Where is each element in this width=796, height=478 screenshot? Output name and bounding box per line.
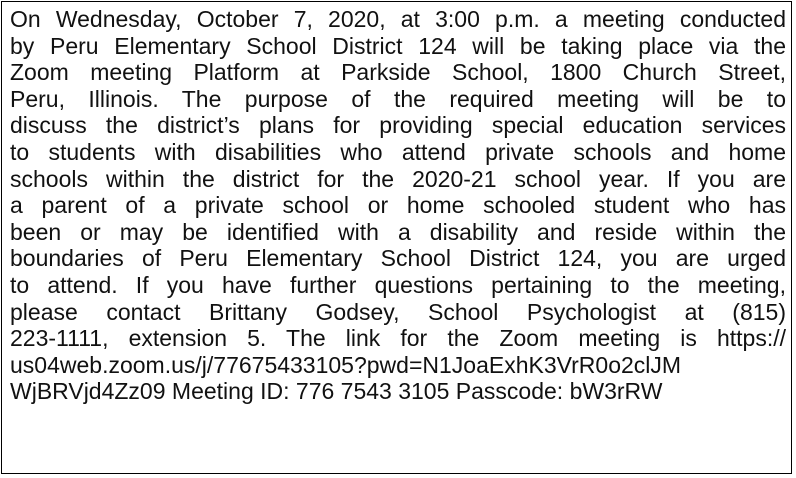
notice-line: been or may be identified with a disability and reside within the [10,218,786,245]
notice-line: to attend. If you have further questions pertaining to the meeting, [10,271,786,298]
notice-line: Peru, Illinois. The purpose of the required meeting will be to [10,85,786,112]
notice-line: to students with disabilities who attend private schools and home [10,138,786,165]
public-notice-box [1,1,792,474]
meeting-id-passcode-line: WjBRVjd4Zz09 Meeting ID: 776 7543 3105 Passcode: bW3rRW [10,378,663,405]
notice-line: boundaries of Peru Elementary School District 124, you are urged [10,245,786,272]
notice-line: a parent of a private school or home schooled student who has [10,192,786,219]
notice-line: schools within the district for the 2020-21 school year. If you are [10,165,786,192]
notice-line: by Peru Elementary School District 124 will be taking place via the [10,32,786,59]
notice-line: On Wednesday, October 7, 2020, at 3:00 p.m. a meeting conducted [10,6,786,32]
notice-line: please contact Brittany Godsey, School Psychologist at (815) [10,298,786,325]
notice-text [10,6,786,405]
notice-line: discuss the district’s plans for providing special education services [10,112,786,139]
notice-line: 223-1111, extension 5. The link for the Zoom meeting is https:// [10,325,786,352]
notice-line: Zoom meeting Platform at Parkside School, 1800 Church Street, [10,59,786,86]
zoom-link-line: us04web.zoom.us/j/77675433105?pwd=N1JoaExhK3VrR0o2clJM [10,351,682,378]
